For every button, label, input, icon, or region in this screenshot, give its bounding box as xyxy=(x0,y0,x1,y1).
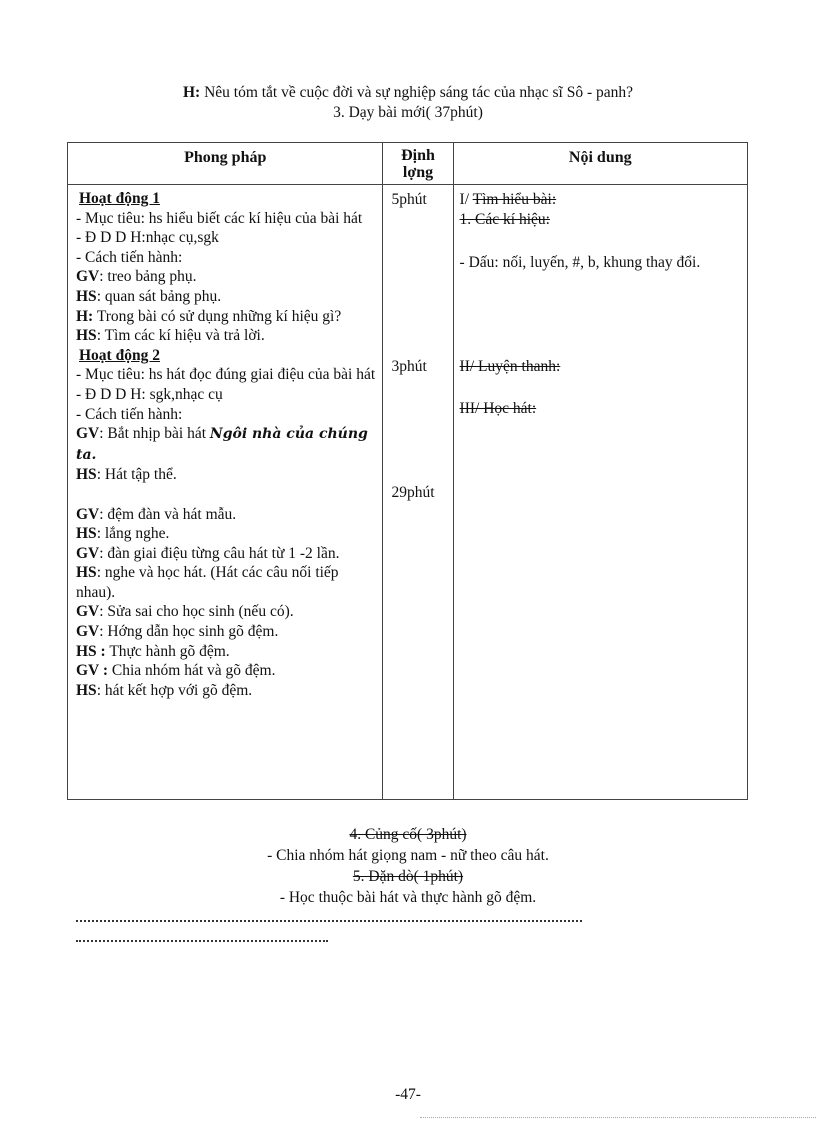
method-line: GV : Chia nhóm hát và gõ đệm. xyxy=(76,662,276,680)
method-line: GV: đệm đàn và hát mẫu. xyxy=(76,505,237,523)
section5-text: - Học thuộc bài hát và thực hành gõ đệm. xyxy=(279,889,537,906)
page-number: -47- xyxy=(395,1086,421,1103)
lesson-table xyxy=(67,142,748,800)
duration-warmup: 3phút xyxy=(391,358,427,375)
speaker-label: GV xyxy=(76,505,100,523)
section-title: 3. Dạy bài mới( 37phút) xyxy=(333,104,483,121)
song-title: Ngôi nhà của chúng ta. xyxy=(76,426,368,463)
dotted-line-1 xyxy=(76,920,582,922)
speaker-label: HS xyxy=(76,564,97,582)
activity-heading: Hoạt động 2 xyxy=(79,346,160,364)
method-line: HS: Hát tập thể. xyxy=(76,466,177,484)
section4-title: 4. Củng cố( 3phút) xyxy=(349,826,467,843)
speaker-label: HS xyxy=(76,681,97,699)
section5-title: 5. Dặn dò( 1phút) xyxy=(352,868,464,885)
content-item-1: I/ Tìm hiểu bài: xyxy=(459,191,557,208)
speaker-label: HS xyxy=(76,327,97,345)
table-body-row xyxy=(68,185,748,800)
header-duration: Định lợng xyxy=(383,143,453,185)
speaker-label: GV xyxy=(76,603,100,621)
duration-activity-1: 5phút xyxy=(391,191,427,208)
method-line: HS: Tìm các kí hiệu và trả lời. xyxy=(76,327,265,345)
footer-rule xyxy=(420,1117,816,1118)
method-line: - Mục tiêu: hs hiểu biết các kí hiệu của bài hát xyxy=(76,209,363,227)
speaker-label: GV xyxy=(76,623,100,641)
speaker-label: GV xyxy=(76,544,100,562)
dotted-line-2 xyxy=(76,940,328,942)
method-line: - Đ D D H:nhạc cụ,sgk xyxy=(76,229,219,247)
activity-heading: Hoạt động 1 xyxy=(79,190,160,207)
method-cell xyxy=(68,185,383,800)
method-line: HS : Thực hành gõ đệm. xyxy=(76,642,230,660)
section4-text: - Chia nhóm hát giọng nam - nữ theo câu hát. xyxy=(267,847,549,864)
duration-activity-2: 29phút xyxy=(391,484,435,501)
content-item-1-detail: - Dấu: nối, luyến, #, b, khung thay đổi. xyxy=(459,254,701,271)
content-item-3: III/ Học hát: xyxy=(459,400,537,417)
content-cell xyxy=(453,185,747,800)
method-line: GV: đàn giai điệu từng câu hát từ 1 -2 lần. xyxy=(76,544,340,562)
method-lines xyxy=(68,185,382,700)
method-line: HS: quan sát bảng phụ. xyxy=(76,287,222,305)
speaker-label: H: xyxy=(76,307,94,325)
content-item-1-title: Tìm hiểu bài: xyxy=(472,191,557,208)
method-line: GV: Bắt nhịp bài hát Ngôi nhà của chúng ta. xyxy=(76,425,368,463)
review-question xyxy=(0,84,816,102)
method-line: - Cách tiến hành: xyxy=(76,248,183,266)
question-text: Nêu tóm tắt về cuộc đời và sự nghiệp sáng tác của nhạc sĩ Sô - panh? xyxy=(200,84,634,101)
method-line: GV: treo bảng phụ. xyxy=(76,268,197,286)
question-label: H: xyxy=(182,84,201,101)
content-item-2: II/ Luyện thanh: xyxy=(459,358,561,375)
speaker-label: HS xyxy=(76,287,97,305)
method-line: GV: Hớng dẫn học sinh gõ đệm. xyxy=(76,623,279,641)
header-method: Phong pháp xyxy=(68,143,383,185)
content-item-1-sub: 1. Các kí hiệu: xyxy=(459,211,550,228)
method-line: HS: hát kết hợp với gõ đệm. xyxy=(76,681,253,699)
speaker-label: HS xyxy=(76,525,97,543)
speaker-label: HS xyxy=(76,466,97,484)
method-line: - Cách tiến hành: xyxy=(76,405,183,423)
speaker-label: HS : xyxy=(76,642,106,660)
speaker-label: GV xyxy=(76,425,100,443)
method-line xyxy=(76,485,376,505)
method-line: GV: Sửa sai cho học sinh (nếu có). xyxy=(76,603,294,621)
method-line: - Mục tiêu: hs hát đọc đúng giai điệu của bài hát xyxy=(76,366,376,384)
table-header-row xyxy=(68,143,748,185)
method-line: - Đ D D H: sgk,nhạc cụ xyxy=(76,385,223,403)
speaker-label: GV xyxy=(76,268,100,286)
speaker-label: GV : xyxy=(76,662,109,680)
header-content: Nội dung xyxy=(453,143,747,185)
method-line: HS: nghe và học hát. (Hát các câu nối tiếp nhau). xyxy=(76,564,339,601)
duration-cell xyxy=(383,185,453,800)
method-line: HS: lắng nghe. xyxy=(76,525,170,543)
method-line: H: Trong bài có sử dụng những kí hiệu gì? xyxy=(76,307,342,325)
